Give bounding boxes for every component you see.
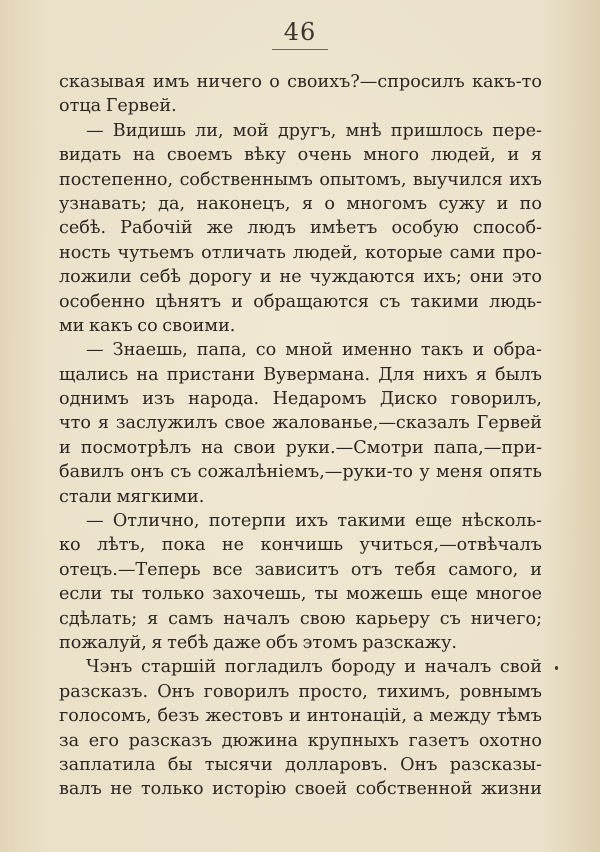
text-line: — Отлично, потерпи ихъ такими еще нѣсколь-	[86, 511, 542, 532]
text-line: отецъ.—Теперь все зависитъ отъ тебя самого, и	[59, 559, 542, 580]
text-line: что я заслужилъ свое жалованье,—сказалъ Гервей	[59, 413, 542, 434]
text-line: сдѣлать; я самъ началъ свою карьеру съ ничего;	[59, 608, 542, 629]
text-line: пожалуй, я тебѣ даже объ этомъ разскажу.	[59, 632, 458, 653]
text-line: ко лѣтъ, пока не кончишь учиться,—отвѣчалъ	[59, 535, 542, 556]
text-line: за его разсказъ дюжина крупныхъ газетъ охотно	[59, 730, 542, 751]
text-line: сказывая имъ ничего о своихъ?—спросилъ какъ-то	[59, 72, 542, 92]
text-line: валъ не только исторію своей собственной жизни	[59, 779, 542, 800]
text-line: ность чутьемъ отличать людей, которые сами про-	[59, 242, 542, 263]
text-line: постепенно, собственнымъ опытомъ, выучился ихъ	[59, 169, 542, 190]
text-line: Чэнъ старшій погладилъ бороду и началъ свой	[86, 657, 542, 678]
text-line: стали мягкими.	[59, 486, 205, 507]
text-line: если ты только захочешь, ты можешь еще многое	[59, 584, 542, 605]
text-line: узнавать; да, наконецъ, я о многомъ сужу и по	[59, 193, 542, 214]
text-line: бавилъ онъ съ сожалѣніемъ,—руки-то у меня опять	[59, 462, 542, 483]
text-line: голосомъ, безъ жестовъ и интонацій, а между тѣмъ	[59, 706, 542, 727]
text-line: — Знаешь, папа, со мной именно такъ и обра-	[86, 340, 542, 361]
text-line: однимъ изъ народа. Недаромъ Диско говорилъ,	[59, 389, 542, 410]
text-line: видать на своемъ вѣку очень много людей, и я	[59, 145, 542, 166]
text-line: щались на пристани Вувермана. Для нихъ я былъ	[59, 364, 542, 385]
text-line: — Видишь ли, мой другъ, мнѣ пришлось пере-	[86, 120, 542, 141]
text-line: ми какъ со своими.	[59, 315, 236, 336]
text-line: отца Гервей.	[59, 96, 177, 117]
page-number: 46	[283, 18, 317, 46]
margin-mark	[555, 666, 558, 670]
page-number-rule	[272, 49, 328, 50]
text-line: ложили себѣ дорогу и не чуждаются ихъ; они это	[59, 267, 542, 288]
text-line: заплатила бы тысячи долларовъ. Онъ разсказы-	[59, 754, 542, 775]
text-line: себѣ. Рабочій же людъ имѣетъ особую способ-	[59, 218, 542, 239]
text-line: и посмотрѣлъ на свои руки.—Смотри папа,—при-	[59, 437, 542, 458]
body-text	[59, 70, 542, 802]
text-line: особенно цѣнятъ и обращаются съ такими людь-	[59, 291, 542, 312]
text-line: разсказъ. Онъ говорилъ просто, тихимъ, ровнымъ	[59, 681, 542, 702]
